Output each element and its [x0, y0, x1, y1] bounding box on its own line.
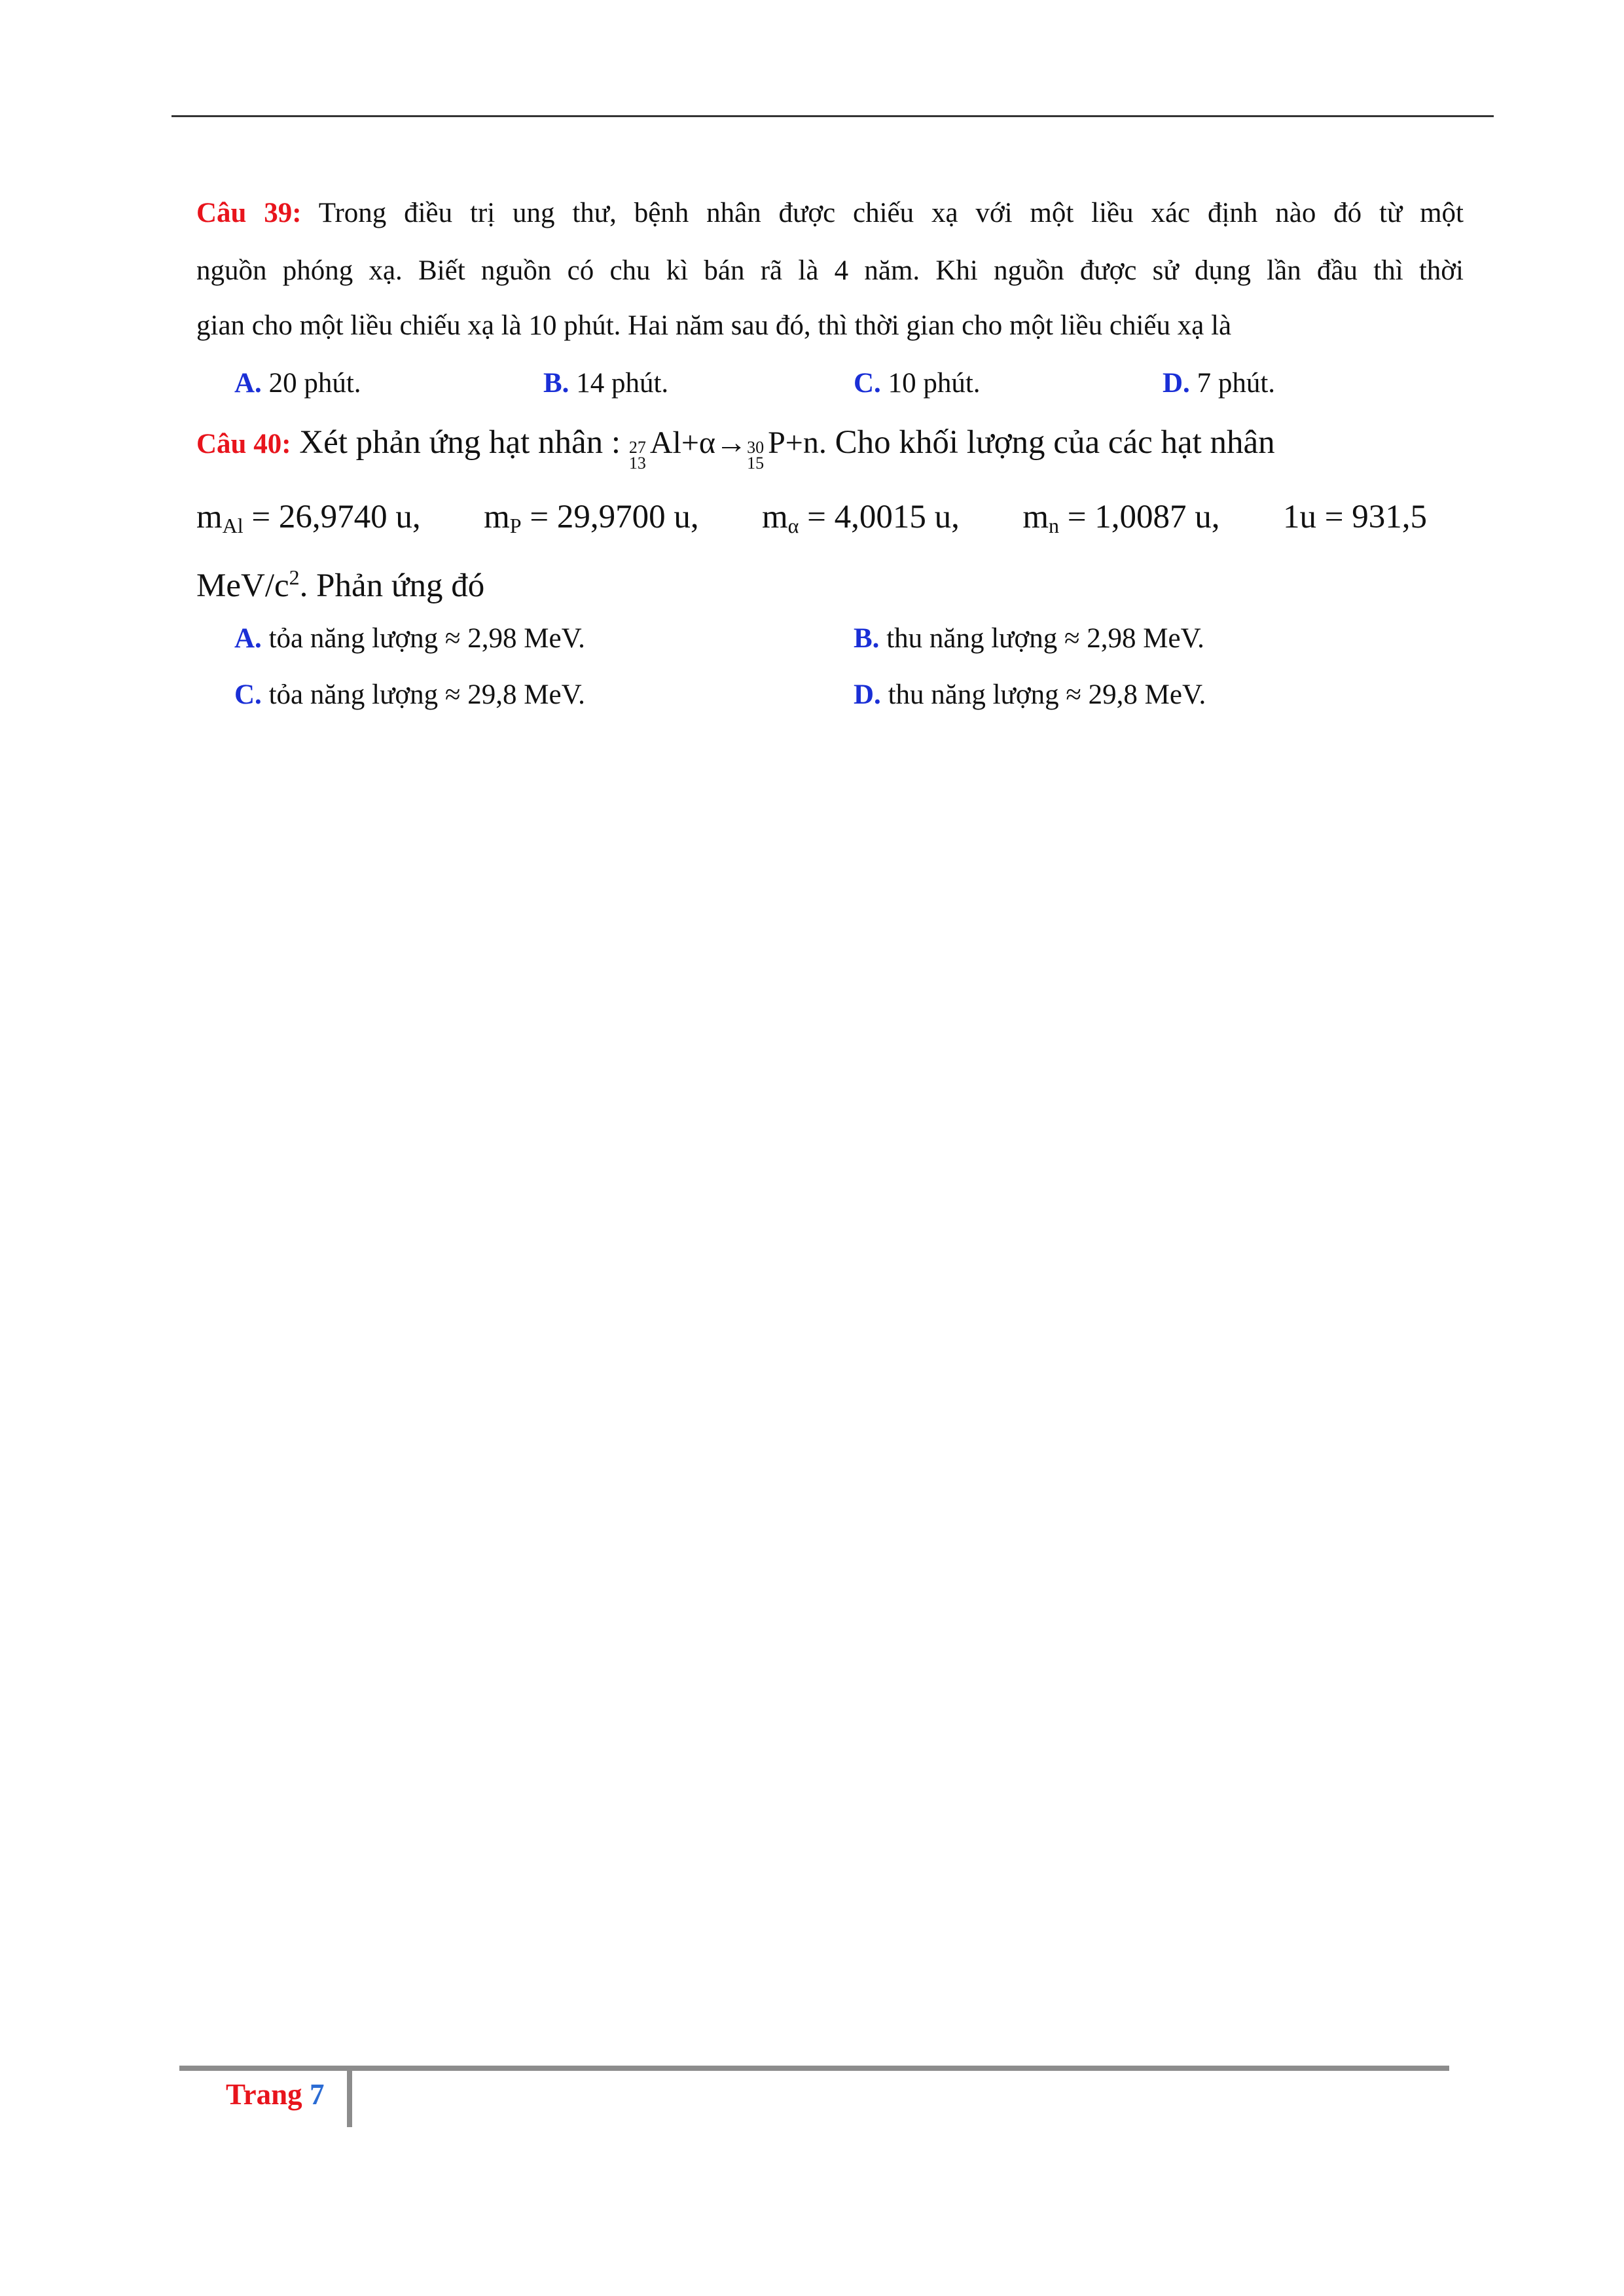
q39-text-1: Trong điều trị ung thư, bệnh nhân được chiếu xạ với một liều xác định nào đó từ một	[318, 198, 1464, 228]
unit-conversion: 1u = 931,5	[1282, 499, 1427, 535]
mass-al-value: = 26,9740 u,	[243, 499, 421, 535]
q39-option-d-text: 7 phút.	[1197, 368, 1276, 399]
q40-option-d-label: D.	[854, 679, 881, 710]
q40-option-c[interactable]	[234, 678, 585, 712]
q40-after: Cho khối lượng của các hạt nhân	[835, 424, 1275, 461]
q39-line-1	[196, 196, 1464, 230]
aluminium-nuclide	[629, 423, 681, 471]
q40-option-a-label: A.	[234, 623, 262, 654]
mass-n-sub: n	[1049, 514, 1060, 537]
q39-label: Câu 39:	[196, 198, 302, 228]
mass-alpha-sub: α	[787, 514, 799, 537]
p-mass-number: 30	[747, 438, 765, 457]
q40-option-b-label: B.	[854, 623, 880, 654]
phosphorus-nuclide	[747, 423, 785, 471]
q40-option-d-text: thu năng lượng ≈ 29,8 MeV.	[888, 679, 1206, 710]
mass-alpha-value: = 4,0015 u,	[799, 499, 960, 535]
q39-option-c[interactable]	[854, 367, 981, 401]
mass-alpha-m: m	[761, 499, 788, 535]
page-number-value: 7	[309, 2078, 325, 2111]
q39-option-b-text: 14 phút.	[576, 368, 669, 399]
mev-unit: MeV/c	[196, 567, 289, 604]
plus-sign-1: +	[681, 425, 699, 460]
q40-option-a-text: tỏa năng lượng ≈ 2,98 MeV.	[268, 623, 585, 654]
q40-option-a[interactable]	[234, 622, 585, 656]
footer-divider	[347, 2071, 352, 2127]
al-atomic-number: 13	[628, 454, 646, 473]
reaction-arrow: →	[715, 425, 748, 460]
mass-p	[484, 497, 698, 545]
footer-rule	[179, 2066, 1449, 2071]
q40-option-b[interactable]	[854, 622, 1204, 656]
page-word: Trang	[226, 2078, 302, 2111]
mass-alpha	[762, 497, 960, 545]
q40-masses-line	[196, 497, 1427, 545]
q39-option-a[interactable]	[234, 367, 361, 401]
mass-al	[196, 497, 421, 545]
q40-intro: Xét phản ứng hạt nhân :	[299, 424, 621, 461]
p-atomic-number: 15	[747, 454, 765, 473]
mass-al-m: m	[196, 499, 223, 535]
mass-n	[1022, 497, 1219, 545]
mass-p-m: m	[484, 499, 510, 535]
q39-line-2: nguồn phóng xạ. Biết nguồn có chu kì bán rã là 4 năm. Khi nguồn được sử dụng lần đầu thì thời	[196, 255, 1464, 286]
q40-label: Câu 40:	[196, 429, 291, 459]
q40-option-d[interactable]	[854, 678, 1206, 712]
q39-option-d-label: D.	[1163, 368, 1190, 399]
mass-n-m: m	[1022, 499, 1049, 535]
al-mass-number: 27	[628, 438, 646, 457]
page-number	[226, 2076, 324, 2113]
q39-option-b[interactable]	[543, 367, 668, 401]
q39-option-a-label: A.	[234, 368, 262, 399]
q40-line-1	[196, 423, 1275, 471]
reaction-period: .	[818, 425, 827, 460]
mass-n-value: = 1,0087 u,	[1059, 499, 1220, 535]
q40-option-b-text: thu năng lượng ≈ 2,98 MeV.	[886, 623, 1204, 654]
neutron-symbol: n	[803, 425, 819, 460]
q39-option-b-label: B.	[543, 368, 569, 399]
plus-sign-2: +	[785, 425, 803, 460]
q40-question-end: . Phản ứng đó	[299, 567, 485, 604]
q39-option-c-text: 10 phút.	[888, 368, 981, 399]
p-symbol: P	[768, 425, 785, 460]
c-squared-exponent: 2	[289, 565, 300, 589]
q39-option-a-text: 20 phút.	[268, 368, 361, 399]
q40-option-c-label: C.	[234, 679, 262, 710]
mass-p-sub: P	[509, 514, 522, 537]
q39-option-c-label: C.	[854, 368, 881, 399]
al-symbol: Al	[649, 425, 681, 460]
q40-line-3	[196, 558, 484, 605]
mass-al-sub: Al	[222, 514, 244, 537]
q40-option-c-text: tỏa năng lượng ≈ 29,8 MeV.	[268, 679, 585, 710]
q39-line-3: gian cho một liều chiếu xạ là 10 phút. Hai năm sau đó, thì thời gian cho một liều chiếu xạ là	[196, 310, 1232, 341]
header-rule	[171, 115, 1494, 117]
mass-p-value: = 29,9700 u,	[521, 499, 699, 535]
q39-option-d[interactable]	[1163, 367, 1275, 401]
alpha-symbol: α	[698, 425, 716, 460]
